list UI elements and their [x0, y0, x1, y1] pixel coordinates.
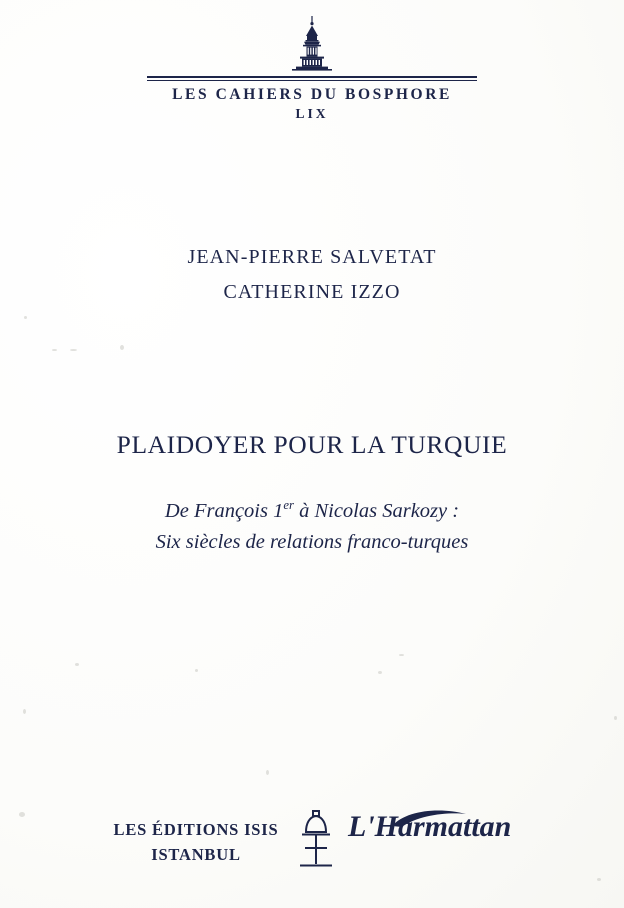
harmattan-swoosh-icon	[348, 808, 528, 830]
publisher-harmattan-name: L'Harmattan	[348, 810, 512, 843]
book-title: PLAIDOYER POUR LA TURQUIE	[116, 430, 508, 459]
author-name: CATHERINE IZZO	[223, 281, 401, 303]
scan-speck	[399, 654, 404, 656]
subtitle-ordinal-suffix: er	[283, 498, 294, 513]
publisher-isis-line-1: LES ÉDITIONS ISIS	[113, 820, 279, 839]
publisher-isis	[96, 818, 296, 868]
scan-speck	[378, 671, 382, 674]
series-rule-thin	[147, 80, 477, 81]
series-header	[0, 16, 624, 122]
scan-speck	[75, 663, 79, 666]
subtitle-line-1-prefix: De François 1	[164, 500, 284, 522]
scan-speck	[266, 770, 269, 775]
scan-speck	[24, 316, 27, 319]
publishers-footer	[0, 802, 624, 882]
subtitle-line-1	[0, 496, 624, 527]
publisher-harmattan	[348, 812, 528, 858]
subtitle-line-1-suffix: à Nicolas Sarkozy :	[293, 500, 460, 522]
series-name: LES CAHIERS DU BOSPHORE	[172, 86, 452, 103]
author-name: JEAN-PIERRE SALVETAT	[187, 246, 437, 268]
series-rule-thick	[147, 76, 477, 78]
scan-speck	[70, 349, 77, 351]
scan-speck	[52, 349, 57, 351]
series-number: LIX	[295, 106, 329, 121]
book-subtitle	[0, 496, 624, 558]
scan-speck	[23, 709, 26, 714]
scan-speck	[614, 716, 617, 720]
subtitle-line-2: Six siècles de relations franco-turques	[155, 530, 469, 553]
authors-block	[0, 240, 624, 310]
isis-bell-logo	[296, 808, 336, 872]
series-rules	[147, 76, 477, 81]
maiden-tower-emblem	[285, 16, 339, 74]
publisher-isis-line-2: ISTANBUL	[151, 844, 241, 864]
scan-speck	[195, 669, 198, 672]
scan-speck	[120, 345, 124, 350]
